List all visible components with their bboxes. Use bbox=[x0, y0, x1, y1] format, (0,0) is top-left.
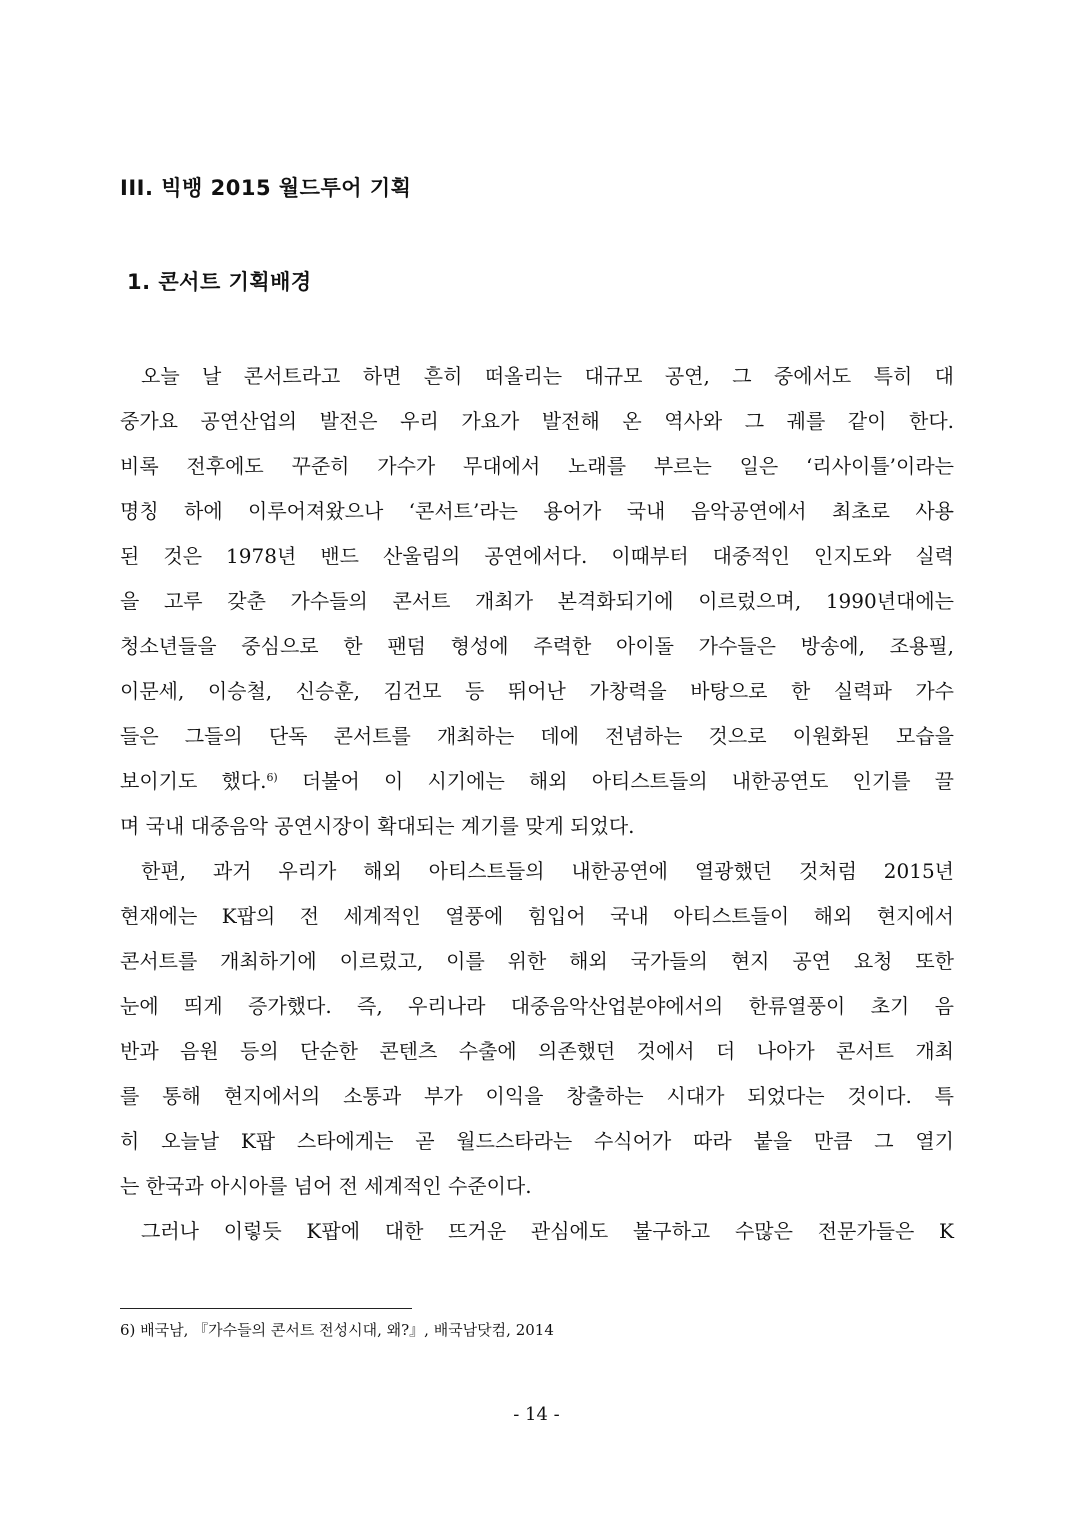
body-line: 한편, 과거 우리가 해외 아티스트들의 내한공연에 열광했던 것처럼 2015년 bbox=[141, 859, 954, 883]
body-line: 비록 전후에도 꾸준히 가수가 무대에서 노래를 부르는 일은 ‘리사이틀’이라는 bbox=[120, 454, 954, 478]
body-text: 보이기도 했다. bbox=[120, 769, 267, 793]
body-line: 눈에 띄게 증가했다. 즉, 우리나라 대중음악산업분야에서의 한류열풍이 초기 음 bbox=[120, 994, 954, 1018]
body-line: 이문세, 이승철, 신승훈, 김건모 등 뛰어난 가창력을 바탕으로 한 실력파 가수 bbox=[120, 679, 954, 703]
body-text: 더불어 이 시기에는 해외 아티스트들의 내한공연도 인기를 끌 bbox=[277, 769, 954, 793]
body-line: 히 오늘날 K팝 스타에게는 곧 월드스타라는 수식어가 따라 붙을 만큼 그 열기 bbox=[120, 1129, 954, 1153]
page-number: - 14 - bbox=[513, 1404, 560, 1425]
body-line: 를 통해 현지에서의 소통과 부가 이익을 창출하는 시대가 되었다는 것이다. 특 bbox=[120, 1084, 954, 1108]
body-line: 을 고루 갖춘 가수들의 콘서트 개최가 본격화되기에 이르렀으며, 1990년대에는 bbox=[120, 589, 954, 613]
body-line: 반과 음원 등의 단순한 콘텐츠 수출에 의존했던 것에서 더 나아가 콘서트 개최 bbox=[120, 1039, 954, 1063]
body-line: 명칭 하에 이루어져왔으나 ‘콘서트’라는 용어가 국내 음악공연에서 최초로 사용 bbox=[120, 499, 954, 523]
body-line: 들은 그들의 단독 콘서트를 개최하는 데에 전념하는 것으로 이원화된 모습을 bbox=[120, 724, 954, 748]
body-line: 는 한국과 아시아를 넘어 전 세계적인 수준이다. bbox=[120, 1174, 532, 1198]
body-line: 그러나 이렇듯 K팝에 대한 뜨거운 관심에도 불구하고 수많은 전문가들은 K bbox=[141, 1219, 954, 1243]
body-line: 현재에는 K팝의 전 세계적인 열풍에 힘입어 국내 아티스트들이 해외 현지에서 bbox=[120, 904, 954, 928]
body-line bbox=[120, 768, 954, 794]
footnote-reference: 6) bbox=[266, 771, 278, 784]
footnote-divider bbox=[120, 1308, 412, 1309]
subsection-heading: 1. 콘서트 기획배경 bbox=[127, 270, 312, 294]
body-line: 콘서트를 개최하기에 이르렀고, 이를 위한 해외 국가들의 현지 공연 요청 또한 bbox=[120, 949, 954, 973]
body-line: 된 것은 1978년 밴드 산울림의 공연에서다. 이때부터 대중적인 인지도와 실력 bbox=[120, 544, 954, 568]
section-heading: III. 빅뱅 2015 월드투어 기획 bbox=[120, 176, 412, 200]
body-line: 며 국내 대중음악 공연시장이 확대되는 계기를 맞게 되었다. bbox=[120, 814, 635, 838]
body-line: 중가요 공연산업의 발전은 우리 가요가 발전해 온 역사와 그 궤를 같이 한다. bbox=[120, 409, 954, 433]
footnote: 6) 배국남, 『가수들의 콘서트 전성시대, 왜?』, 배국남닷컴, 2014 bbox=[120, 1321, 554, 1339]
body-line: 청소년들을 중심으로 한 팬덤 형성에 주력한 아이돌 가수들은 방송에, 조용필, bbox=[120, 634, 954, 658]
body-line: 오늘 날 콘서트라고 하면 흔히 떠올리는 대규모 공연, 그 중에서도 특히 대 bbox=[141, 364, 954, 388]
